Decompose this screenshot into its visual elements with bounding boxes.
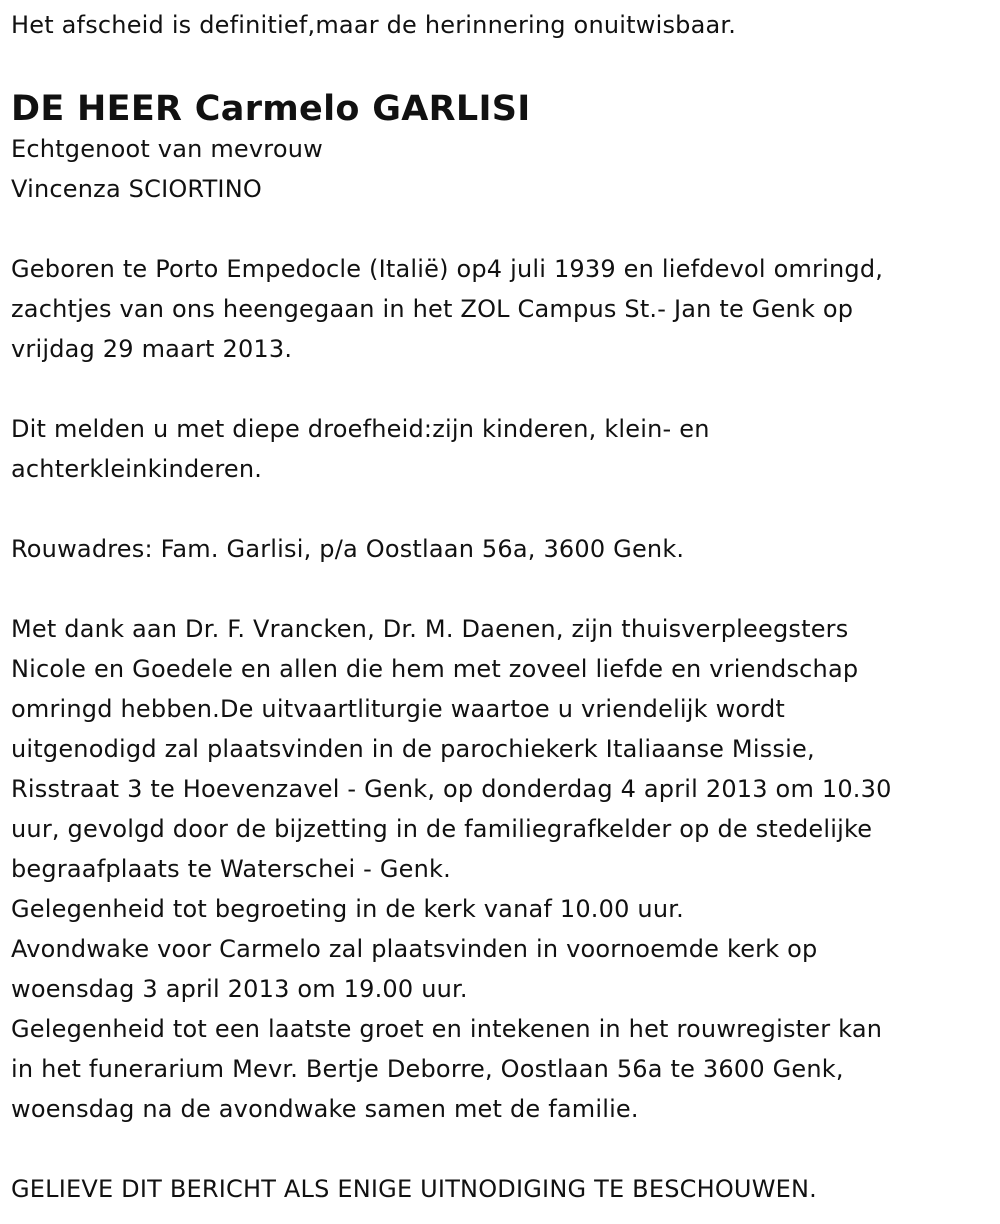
details-line: Nicole en Goedele en allen die hem met zoveel liefde en vriendschap — [11, 655, 859, 683]
paragraph-spacer — [11, 1129, 986, 1169]
details-line: begraafplaats te Waterschei - Genk. — [11, 855, 451, 883]
motto-line: Het afscheid is definitief,maar de herinnering onuitwisbaar. — [11, 11, 737, 39]
address-paragraph — [11, 529, 986, 569]
closing-line: GELIEVE DIT BERICHT ALS ENIGE UITNODIGING TE BESCHOUWEN. — [11, 1175, 817, 1203]
details-line: Gelegenheid tot begroeting in de kerk vanaf 10.00 uur. — [11, 895, 684, 923]
details-line: Risstraat 3 te Hoevenzavel - Genk, op donderdag 4 april 2013 om 10.30 — [11, 775, 892, 803]
spouse-line: Vincenza SCIORTINO — [11, 175, 262, 203]
paragraph-spacer — [11, 489, 986, 529]
spouse-paragraph — [11, 129, 986, 209]
details-line: omringd hebben.De uitvaartliturgie waartoe u vriendelijk wordt — [11, 695, 786, 723]
address-line: Rouwadres: Fam. Garlisi, p/a Oostlaan 56a, 3600 Genk. — [11, 535, 685, 563]
details-line: uur, gevolgd door de bijzetting in de familiegrafkelder op de stedelijke — [11, 815, 873, 843]
paragraph-spacer — [11, 369, 986, 409]
motto — [11, 5, 986, 45]
announcers-line: Dit melden u met diepe droefheid:zijn kinderen, klein- en — [11, 415, 710, 443]
paragraph-spacer — [11, 569, 986, 609]
details-line: uitgenodigd zal plaatsvinden in de parochiekerk Italiaanse Missie, — [11, 735, 815, 763]
obituary-notice — [11, 5, 986, 1209]
birth-death-line: Geboren te Porto Empedocle (Italië) op4 juli 1939 en liefdevol omringd, — [11, 255, 884, 283]
details-line: woensdag na de avondwake samen met de familie. — [11, 1095, 639, 1123]
closing-paragraph — [11, 1169, 986, 1209]
birth-death-line: vrijdag 29 maart 2013. — [11, 335, 293, 363]
details-line: woensdag 3 april 2013 om 19.00 uur. — [11, 975, 468, 1003]
announcers-line: achterkleinkinderen. — [11, 455, 263, 483]
details-paragraph — [11, 609, 986, 1129]
announcers-paragraph — [11, 409, 986, 489]
paragraph-spacer — [11, 209, 986, 249]
details-line: Gelegenheid tot een laatste groet en intekenen in het rouwregister kan — [11, 1015, 883, 1043]
birth-death-paragraph — [11, 249, 986, 369]
details-line: Met dank aan Dr. F. Vrancken, Dr. M. Daenen, zijn thuisverpleegsters — [11, 615, 849, 643]
deceased-name: DE HEER Carmelo GARLISI — [11, 89, 531, 129]
birth-death-line: zachtjes van ons heengegaan in het ZOL Campus St.- Jan te Genk op — [11, 295, 854, 323]
spouse-line: Echtgenoot van mevrouw — [11, 135, 323, 163]
details-line: in het funerarium Mevr. Bertje Deborre, Oostlaan 56a te 3600 Genk, — [11, 1055, 844, 1083]
details-line: Avondwake voor Carmelo zal plaatsvinden in voornoemde kerk op — [11, 935, 818, 963]
